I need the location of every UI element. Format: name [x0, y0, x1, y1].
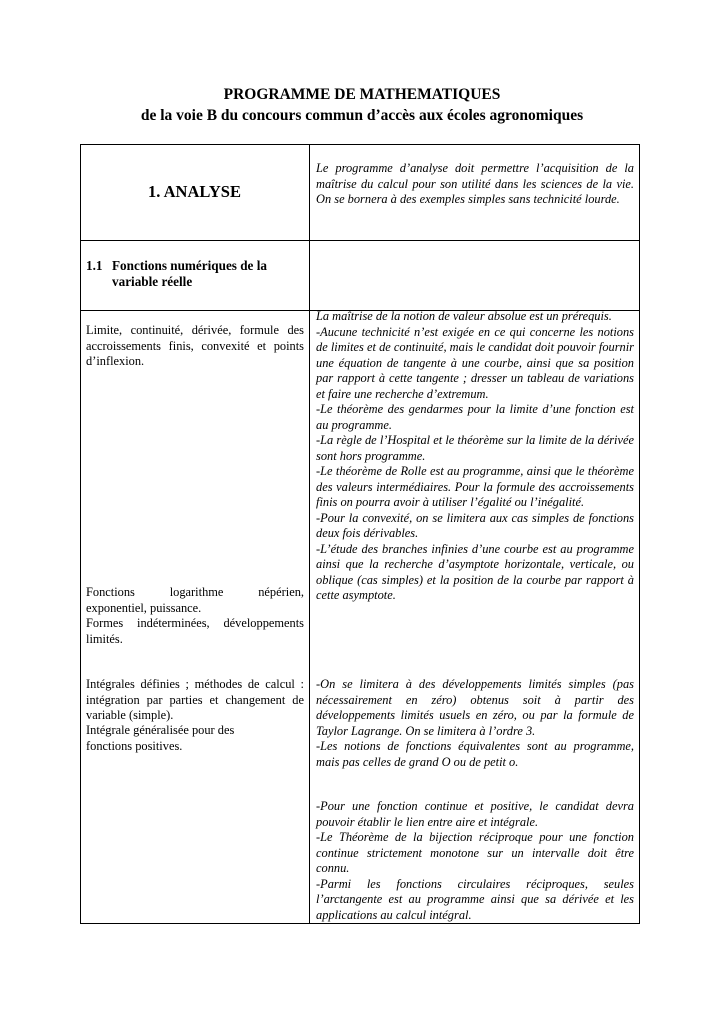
document-subtitle: de la voie B du concours commun d’accès aux écoles agronomiques [140, 107, 584, 124]
analyse-intro: Le programme d’analyse doit permettre l’acquisition de la maîtrise du calcul pour son utilité dans les sciences de la vie. On se bornera à des exemples simples sans technicité lourde. [316, 161, 634, 206]
table-row-divider [80, 240, 640, 241]
paragraph: -Pour la convexité, on se limitera aux cas simples de fonctions deux fois dérivables. [316, 510, 634, 540]
document-title: PROGRAMME DE MATHEMATIQUES [223, 86, 501, 103]
section-title-line1: Fonctions numériques de la [112, 258, 267, 273]
analyse-heading: 1. ANALYSE [148, 182, 241, 201]
paragraph: La maîtrise de la notion de valeur absolue est un prérequis. [316, 309, 612, 323]
paragraph: -Le Théorème de la bijection réciproque pour une fonction continue strictement monotone sur un intervalle doit être connu. [316, 830, 634, 875]
section-number: 1.1 [86, 258, 103, 273]
table-column-divider [309, 144, 310, 924]
paragraph: -L’étude des branches infinies d’une courbe est au programme ainsi que la recherche d’asymptote horizontale, verticale, ou oblique (cas simples) et la position de la courbe par rapport à cette asymptote. [316, 541, 634, 602]
paragraph: -La règle de l’Hospital et le théorème sur la limite de la dérivée sont hors programme. [316, 433, 634, 463]
section-title-line2: variable réelle [112, 274, 193, 289]
paragraph: -Les notions de fonctions équivalentes sont au programme, mais pas celles de grand O ou de petit o. [316, 739, 634, 769]
paragraph: -Pour une fonction continue et positive, le candidat devra pouvoir établir le lien entre aire et intégrale. [316, 799, 634, 829]
right-block-1 [316, 309, 634, 604]
left-item: Intégrales définies ; méthodes de calcul : intégration par parties et changement de variable (simple). [86, 677, 304, 722]
left-item: Intégrale généralisée pour des [86, 723, 235, 737]
paragraph: -Aucune technicité n’est exigée en ce qui concerne les notions de limites et de continuité, mais le candidat doit pouvoir fournir une équation de tangente à une courbe, ainsi que sa position par rapport à cette tangente ; dresser un tableau de variations et faire une recherche d’extremum. [316, 324, 634, 401]
paragraph: -On se limitera à des développements limités simples (pas nécessairement en zéro) obtenus soit à partir des développements limités usuels en zéro, ou par la formule de Taylor Lagrange. On se limitera à l’ordre 3. [316, 677, 634, 738]
paragraph: -Le théorème des gendarmes pour la limite d’une fonction est au programme. [316, 402, 634, 432]
paragraph: -Le théorème de Rolle est au programme, ainsi que le théorème des valeurs intermédiaires. Pour la formule des accroissements finis on pourra avoir à utiliser l’égalité ou l’inégalité. [316, 464, 634, 509]
left-item: fonctions positives. [86, 739, 183, 753]
section-1-1-heading [86, 258, 304, 290]
right-block-3 [316, 799, 634, 923]
right-block-2 [316, 677, 634, 770]
left-item: Fonctions logarithme népérien, exponentiel, puissance. [86, 585, 304, 615]
paragraph: -Parmi les fonctions circulaires réciproques, seules l’arctangente est au programme ainsi que sa dérivée et les applications au calcul intégral. [316, 876, 634, 922]
left-item: Limite, continuité, dérivée, formule des accroissements finis, convexité et points d’inflexion. [86, 323, 304, 368]
left-item: Formes indéterminées, développements limités. [86, 616, 304, 646]
